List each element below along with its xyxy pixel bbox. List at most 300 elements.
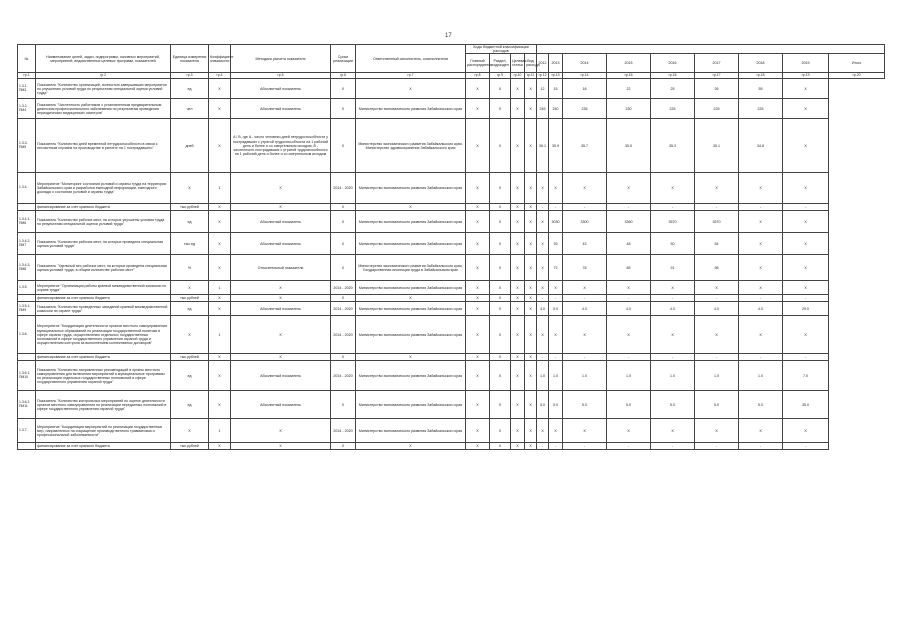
table-row [18,211,885,233]
header-year: 2012 [537,54,549,73]
row-year-value: - [549,295,563,302]
row-grbs: X [466,295,490,302]
row-name: Показатель "Количество рабочих мест, на которых улучшены условия труда по результатам специальной оценки условий труда" [36,211,171,233]
row-year-value: 1.0 [739,361,783,391]
row-section: X [490,443,511,450]
row-name: Мероприятие "Мониторинг состояния условий и охраны труда на территории Забайкальского края и разработка ежегодной информации, ежегодного доклада о состоянии условий и охраны труда" [36,173,171,204]
row-code [18,443,36,450]
row-name: Показатель "Количество контрольных мероприятий по оценке деятельности органов местного самоуправления по реализации переданных полномочий в сфере государственного управления охраной труда" [36,391,171,419]
row-grbs: X [466,361,490,391]
row-year-value: 35.9 [549,119,563,173]
row-year-value: 85 [607,255,651,281]
row-total: 35.0 [783,391,829,419]
row-year-value: - [651,443,695,450]
row-total: X [783,119,829,173]
row-year-value: - [607,443,651,450]
column-number: гр.14 [563,73,607,79]
row-grbs: X [466,119,490,173]
row-grbs: X [466,316,490,354]
column-number: гр.7 [356,73,466,79]
row-year-value: X [695,316,739,354]
row-code: 1.3.7. [18,419,36,443]
column-number: гр.8 [466,73,490,79]
row-section: X [490,361,511,391]
row-expense-type: X [525,361,537,391]
row-year-value: 12 [537,79,549,99]
row-name: финансирование за счет краевого бюджета [36,295,171,302]
row-term: X [331,391,356,419]
row-target: X [511,443,525,450]
row-year-value: 78 [563,255,607,281]
row-section: X [490,419,511,443]
row-year-value: X [537,316,549,354]
row-method: Абсолютный показатель [231,361,331,391]
row-year-value: 225 [739,99,783,119]
row-year-value: 225 [651,99,695,119]
row-code: 1.3.5.1. ПМ9 [18,302,36,316]
row-year-value: 5.0 [651,391,695,419]
row-year-value: - [537,443,549,450]
row-year-value: X [695,419,739,443]
row-grbs: X [466,255,490,281]
row-term: 2014 - 2020 [331,281,356,295]
row-year-value: 4.0 [651,302,695,316]
row-total: X [783,79,829,99]
row-grbs: X [466,391,490,419]
row-target: X [511,119,525,173]
column-number: гр.15 [607,73,651,79]
row-unit: ед [171,211,209,233]
row-year-value: - [695,354,739,361]
column-number: гр.17 [695,73,739,79]
row-target: X [511,354,525,361]
column-number: гр.18 [739,73,783,79]
row-year-value: - [695,295,739,302]
row-total: X [783,99,829,119]
row-coefficient: X [209,211,231,233]
row-year-value: - [651,295,695,302]
row-term: X [331,443,356,450]
row-grbs: X [466,443,490,450]
table-row [18,281,885,295]
row-unit: X [171,281,209,295]
row-expense-type: X [525,233,537,255]
row-code: 1.3.6.1. ПМ10 [18,361,36,391]
row-year-value: - [537,204,549,211]
row-year-value: 4.0 [563,302,607,316]
column-number: гр.11 [525,73,537,79]
row-year-value: 1.0 [537,361,549,391]
row-year-value: - [563,295,607,302]
row-term: 2014 - 2020 [331,361,356,391]
header-budget-codes: Коды бюджетной классификации расходов [466,45,537,54]
row-term: 2014 - 2020 [331,419,356,443]
row-year-value: 5.0 [549,302,563,316]
row-unit: тыс.ед [171,233,209,255]
column-number: гр.16 [651,73,695,79]
row-year-value: 5.0 [563,391,607,419]
row-coefficient: 1 [209,281,231,295]
row-executor: Министерство экономического развития Забайкальского края [356,211,466,233]
row-target: X [511,295,525,302]
row-grbs: X [466,233,490,255]
row-year-value: 48 [607,233,651,255]
row-year-value: 4.0 [607,302,651,316]
row-method: X [231,316,331,354]
row-term: 2014 - 2020 [331,316,356,354]
row-name: Мероприятие "Организация работы краевой межведомственной комиссии по охране труда" [36,281,171,295]
row-coefficient: X [209,233,231,255]
row-method: Абсолютный показатель [231,302,331,316]
row-year-value: - [739,443,783,450]
program-indicators-table [17,44,885,450]
row-year-value: 43 [563,233,607,255]
column-number: гр.9 [490,73,511,79]
row-term: X [331,119,356,173]
row-year-value: 36.1 [537,119,549,173]
row-year-value: 22 [607,79,651,99]
row-term: 2014 - 2020 [331,302,356,316]
header-year: 2015 [607,54,651,73]
row-year-value: 39 [549,233,563,255]
column-number: гр.1 [18,73,36,79]
table-row [18,391,885,419]
row-year-value: 26 [695,79,739,99]
row-term: X [331,211,356,233]
row-coefficient: X [209,391,231,419]
table-row [18,419,885,443]
header-year: 2013 [549,54,563,73]
row-coefficient: X [209,295,231,302]
row-year-value: X [607,316,651,354]
row-expense-type: X [525,316,537,354]
row-section: X [490,79,511,99]
row-year-value: 245 [537,99,549,119]
header-unit: Единица измерения показателя [171,45,209,73]
row-expense-type: X [525,391,537,419]
row-year-value: 54 [695,233,739,255]
row-year-value: - [549,204,563,211]
row-year-value: X [607,419,651,443]
row-total: 7.0 [783,361,829,391]
row-grbs: X [466,419,490,443]
row-year-value: 5.0 [739,391,783,419]
row-year-value: - [739,204,783,211]
row-year-value: - [695,204,739,211]
row-term: X [331,99,356,119]
row-total: X [783,255,829,281]
row-code [18,204,36,211]
row-target: X [511,302,525,316]
row-expense-type: X [525,443,537,450]
row-target: X [511,99,525,119]
row-total: X [783,281,829,295]
table-row [18,354,885,361]
row-coefficient: X [209,255,231,281]
row-coefficient: X [209,204,231,211]
row-year-value: - [537,295,549,302]
row-method: X [231,281,331,295]
row-target: X [511,316,525,354]
header-target: Целевая статья [511,54,525,73]
row-section: X [490,354,511,361]
row-year-value: X [549,316,563,354]
row-year-value: 35.1 [695,119,739,173]
row-year-value: - [651,204,695,211]
row-total: - [783,443,829,450]
row-coefficient: 1 [209,419,231,443]
row-expense-type: X [525,419,537,443]
header-executor: Ответственный исполнитель, соисполнители [356,45,466,73]
header-number: № [18,45,36,73]
row-year-value: X [739,173,783,204]
row-section: X [490,204,511,211]
row-year-value: 25 [651,79,695,99]
row-code [18,295,36,302]
table-row [18,99,885,119]
row-unit: X [171,316,209,354]
row-unit: дней [171,119,209,173]
header-years-group [537,45,885,54]
table-row [18,79,885,99]
row-coefficient: X [209,443,231,450]
row-year-value: 1.0 [549,361,563,391]
row-section: X [490,316,511,354]
row-executor: Министерство экономического развития Забайкальского края, Государственная инспекция труда в Забайкальском крае [356,255,466,281]
row-coefficient: X [209,354,231,361]
row-section: X [490,233,511,255]
row-year-value: 35.3 [651,119,695,173]
row-expense-type: X [525,255,537,281]
header-expense-type: Вид расхода [525,54,537,73]
row-year-value: - [549,443,563,450]
row-code: 1.3.4.2. ПМ7 [18,233,36,255]
row-total: 29.0 [783,302,829,316]
column-number: гр.5 [231,73,331,79]
row-year-value: X [537,255,549,281]
row-method: A / B, где A - число человеко-дней нетрудоспособности у пострадавших с утратой трудоспособности на 1 рабочий день и более и со смертельным исходом; B - численность пострадавших с утратой трудоспособности на 1 рабочий день и более и со смертельным исходом [231,119,331,173]
row-section: X [490,255,511,281]
row-executor: X [356,443,466,450]
row-section: X [490,295,511,302]
row-name: Показатель "Количество проведенных заседаний краевой межведомственной комиссии по охране труда" [36,302,171,316]
row-total: - [783,295,829,302]
header-total: Итого [829,54,885,73]
column-number: гр.6 [331,73,356,79]
row-expense-type: X [525,354,537,361]
row-coefficient: X [209,99,231,119]
table-row [18,443,885,450]
row-name: финансирование за счет краевого бюджета [36,354,171,361]
row-target: X [511,391,525,419]
row-year-value: - [607,295,651,302]
table-row [18,119,885,173]
row-name: финансирование за счет краевого бюджета [36,443,171,450]
row-year-value: 3360 [607,211,651,233]
row-year-value: X [739,211,783,233]
row-year-value: 5.0 [695,391,739,419]
row-year-value: 1.0 [563,361,607,391]
row-code: 1.3.4.3. ПМ8 [18,255,36,281]
row-year-value: 3300 [563,211,607,233]
row-year-value: X [537,211,549,233]
row-grbs: X [466,204,490,211]
row-unit: ед [171,391,209,419]
row-code: 1.3.4. [18,173,36,204]
row-coefficient: X [209,79,231,99]
column-number: гр.13 [549,73,563,79]
row-target: X [511,361,525,391]
column-number: гр.10 [511,73,525,79]
row-grbs: X [466,211,490,233]
row-year-value: X [739,419,783,443]
row-term: X [331,79,356,99]
row-year-value: X [651,173,695,204]
row-target: X [511,255,525,281]
row-executor: Министерство экономического развития Забайкальского края [356,419,466,443]
row-executor: X [356,295,466,302]
row-year-value: - [549,354,563,361]
row-name: Мероприятие "Координация мероприятий по реализации государственных мер, направленных на сокращение производственного травматизма и профессиональной заболеваемости" [36,419,171,443]
row-method: Абсолютный показатель [231,233,331,255]
row-year-value: - [739,354,783,361]
table-body [18,73,885,450]
row-grbs: X [466,99,490,119]
row-name: Показатель "Количество дней временной нетрудоспособности в связи с несчастным случаем на производстве в расчете на 1 пострадавшего" [36,119,171,173]
row-year-value: 3570 [651,211,695,233]
row-year-value: - [563,354,607,361]
row-code: 1.3.1. ПМ3 [18,79,36,99]
row-year-value: X [651,281,695,295]
row-target: X [511,281,525,295]
row-year-value: 1.0 [695,361,739,391]
row-year-value: - [537,354,549,361]
row-section: X [490,391,511,419]
row-year-value: 55 [739,79,783,99]
row-year-value: X [607,173,651,204]
table-row [18,173,885,204]
table-row [18,233,885,255]
row-grbs: X [466,281,490,295]
row-unit: % [171,255,209,281]
row-year-value: 5.0 [607,391,651,419]
row-total: X [783,316,829,354]
row-code: 1.3.6.2. ПМ11 [18,391,36,419]
row-year-value: X [549,173,563,204]
header-year: 2014 [563,54,607,73]
row-term: X [331,204,356,211]
table-row [18,204,885,211]
header-coefficient: Коэффициент значимости [209,45,231,73]
row-year-value: X [537,233,549,255]
row-code [18,354,36,361]
row-year-value: - [695,443,739,450]
column-number: гр.3 [171,73,209,79]
row-year-value: X [563,419,607,443]
column-number: гр.2 [36,73,171,79]
row-method: X [231,419,331,443]
page-number: 17 [445,33,452,39]
row-year-value: 225 [695,99,739,119]
row-year-value: X [739,233,783,255]
header-grbs: Главный распорядитель [466,54,490,73]
row-code: 1.3.4.1. ПМ6 [18,211,36,233]
header-name: Наименование целей, задач, подпрограмм, основных мероприятий, мероприятий, ведомственных целевых программ, показателей [36,45,171,73]
row-target: X [511,79,525,99]
row-method: X [231,354,331,361]
row-name: Показатель "Удельный вес рабочих мест, на которых проведена специальная оценка условий труда, в общем количестве рабочих мест" [36,255,171,281]
row-year-value: 72 [549,255,563,281]
row-unit: тыс.рублей [171,204,209,211]
row-grbs: X [466,79,490,99]
row-unit: ед [171,79,209,99]
row-method: Абсолютный показатель [231,211,331,233]
row-grbs: X [466,302,490,316]
row-year-value: - [607,204,651,211]
row-method: X [231,295,331,302]
row-section: X [490,173,511,204]
row-method: Относительный показатель [231,255,331,281]
row-method: Абсолютный показатель [231,79,331,99]
row-expense-type: X [525,173,537,204]
column-number: гр.4 [209,73,231,79]
row-year-value: - [607,354,651,361]
column-number: гр.20 [829,73,885,79]
row-section: X [490,302,511,316]
row-year-value: - [563,204,607,211]
row-expense-type: X [525,295,537,302]
row-term: X [331,233,356,255]
row-method: X [231,204,331,211]
row-term: X [331,354,356,361]
row-unit: X [171,419,209,443]
row-executor: Министерство экономического развития Забайкальского края [356,233,466,255]
row-year-value: 235 [563,99,607,119]
row-executor: X [356,354,466,361]
table-row [18,295,885,302]
row-year-value: X [695,281,739,295]
row-year-value: 4.0 [695,302,739,316]
row-year-value: 34.8 [739,119,783,173]
row-year-value: 5.0 [537,391,549,419]
row-section: X [490,99,511,119]
row-executor: Министерство экономического развития Забайкальского края [356,302,466,316]
row-year-value: 35.7 [563,119,607,173]
row-name: Показатель "Количество направленных рекомендаций в органы местного самоуправления для включения мероприятий в муниципальные программы по реализации отдельных государственных полномочий в сфере государственного управления охраной труда" [36,361,171,391]
row-total: X [783,233,829,255]
row-year-value: 98 [695,255,739,281]
row-expense-type: X [525,119,537,173]
row-year-value: - [651,354,695,361]
row-year-value: 3570 [695,211,739,233]
row-year-value: 18 [563,79,607,99]
row-coefficient: 1 [209,316,231,354]
row-year-value: X [537,281,549,295]
row-executor: Министерство экономического развития Забайкальского края [356,99,466,119]
row-unit: тыс.рублей [171,443,209,450]
row-year-value: 35.5 [607,119,651,173]
row-year-value: X [563,316,607,354]
row-unit: ед [171,302,209,316]
row-method: Абсолютный показатель [231,99,331,119]
row-year-value: 5.0 [549,391,563,419]
row-year-value: X [739,281,783,295]
row-section: X [490,119,511,173]
row-name: финансирование за счет краевого бюджета [36,204,171,211]
row-term: 2014 - 2020 [331,173,356,204]
row-year-value: X [537,173,549,204]
row-executor: Министерство экономического развития Забайкальского края [356,173,466,204]
